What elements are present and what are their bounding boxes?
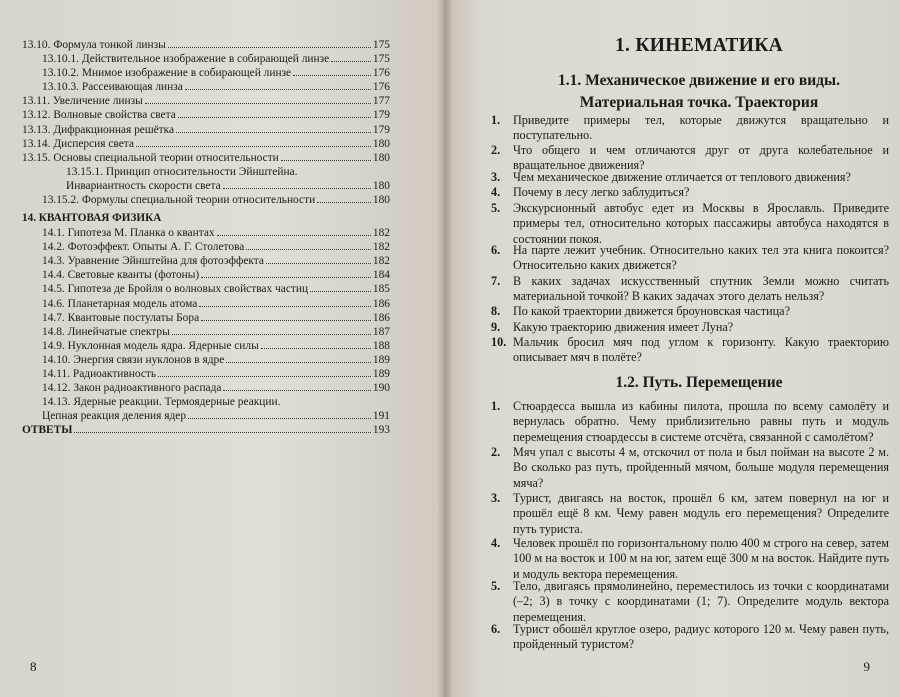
toc-entry[interactable]: 14.2. Фотоэффект. Опыты А. Г. Столетова 182 — [42, 241, 390, 254]
toc-entry-line1: 14.13. Ядерные реакции. Термоядерные реакции. — [42, 396, 281, 409]
toc-entry[interactable]: 14.4. Световые кванты (фотоны) 184 — [42, 269, 390, 282]
toc-entry[interactable]: 13.10.1. Действительное изображение в собирающей линзе 175 — [42, 53, 390, 66]
book-gutter — [437, 0, 453, 697]
question-item: 1. Приведите примеры тел, которые движутся вращательно и поступательно. — [491, 113, 889, 143]
question-item: 7. В каких задачах искусственный спутник Земли можно считать материальной точкой? В каких задачах этого делать нельзя? — [491, 274, 889, 304]
question-item: 9. Какую траекторию движения имеет Луна? — [491, 320, 734, 334]
section-title — [509, 70, 889, 114]
toc-entry[interactable]: 14.7. Квантовые постулаты Бора 186 — [42, 311, 390, 324]
table-of-contents — [22, 38, 390, 437]
toc-entry[interactable]: 13.15.2. Формулы специальной теории относительности 180 — [42, 193, 390, 206]
question-item: 8. По какой траектории движется броуновская частица? — [491, 304, 790, 318]
question-item: 5. Экскурсионный автобус едет из Москвы в Ярославль. Приведите примеры тел, относительно которых пассажиры автобуса находятся в состоянии покоя. — [491, 201, 889, 246]
right-page — [445, 0, 900, 697]
question-item: 4. Почему в лесу легко заблудиться? — [491, 185, 690, 199]
toc-entry[interactable]: 13.12. Волновые свойства света 179 — [22, 109, 390, 122]
toc-section-heading: 14. КВАНТОВАЯ ФИЗИКА — [22, 212, 162, 225]
section-title-line1: 1.1. Механическое движение и его виды. — [558, 72, 840, 89]
toc-entry[interactable]: 14.10. Энергия связи нуклонов в ядре 189 — [42, 353, 390, 366]
toc-entry[interactable]: Инвариантность скорости света 180 — [66, 179, 390, 192]
toc-entry[interactable]: 14.8. Линейчатые спектры 187 — [42, 325, 390, 338]
toc-entry[interactable]: 14.12. Закон радиоактивного распада 190 — [42, 382, 390, 395]
question-item: 2. Мяч упал с высоты 4 м, отскочил от пола и был пойман на высоте 2 м. Во сколько раз путь, пройденный мячом, больше модуля перемещения мяча? — [491, 445, 889, 490]
toc-entry[interactable]: 13.14. Дисперсия света 180 — [22, 137, 390, 150]
toc-entry[interactable]: 13.10.2. Мнимое изображение в собирающей линзе 176 — [42, 67, 390, 80]
chapter-title: 1. КИНЕМАТИКА — [614, 35, 784, 56]
toc-entry[interactable]: 14.9. Нуклонная модель ядра. Ядерные силы 188 — [42, 339, 390, 352]
toc-entry-line1: 13.15.1. Принцип относительности Эйнштейна. — [66, 165, 298, 178]
question-item: 5. Тело, двигаясь прямолинейно, переместилось из точки с координатами (–2; 3) в точку с координатами (1; 7). Определите модуль вектора перемещения. — [491, 579, 889, 624]
section-title-line2: Материальная точка. Траектория — [579, 94, 819, 111]
toc-entry-answers[interactable]: ОТВЕТЫ 193 — [22, 424, 390, 437]
question-item: 1. Стюардесса вышла из кабины пилота, прошла по всему самолёту и вернулась обратно. Чему приблизительно равны путь и модуль перемещения стюардессы в системе отсчёта, связанной с самолётом? — [491, 399, 889, 444]
question-item: 4. Человек прошёл по горизонтальному полю 400 м строго на север, затем 100 м на восток и 100 м на юг, затем ещё 300 м на восток. Найдите путь и модуль вектора перемещения. — [491, 536, 889, 581]
page-number: 8 — [30, 659, 37, 674]
page-number: 9 — [863, 659, 870, 674]
question-item: 6. Турист обошёл круглое озеро, радиус которого 120 м. Чему равен путь, пройденный туристом? — [491, 622, 889, 652]
toc-entry[interactable]: 13.13. Дифракционная решётка 179 — [22, 123, 390, 136]
left-page — [0, 0, 445, 697]
toc-entry[interactable]: 14.3. Уравнение Эйнштейна для фотоэффекта 182 — [42, 255, 390, 268]
toc-entry[interactable]: 14.11. Радиоактивность 189 — [42, 367, 390, 380]
question-item: 2. Что общего и чем отличаются друг от друга колебательное и вращательное движения? — [491, 143, 889, 173]
question-item: 3. Турист, двигаясь на восток, прошёл 6 км, затем повернул на юг и прошёл ещё 8 км. Чему равен модуль его перемещения? Определите путь туриста. — [491, 491, 889, 536]
toc-entry[interactable]: Цепная реакция деления ядер 191 — [42, 410, 390, 423]
question-item: 3. Чем механическое движение отличается от теплового движения? — [491, 170, 851, 184]
question-item: 10. Мальчик бросил мяч под углом к горизонту. Какую траекторию описывает мяч в полёте? — [491, 335, 889, 365]
question-item: 6. На парте лежит учебник. Относительно каких тел эта книга покоится? Относительно каких движется? — [491, 243, 889, 273]
section-title: 1.2. Путь. Перемещение — [615, 374, 783, 391]
toc-entry[interactable]: 14.6. Планетарная модель атома 186 — [42, 297, 390, 310]
toc-entry[interactable]: 13.11. Увеличение линзы 177 — [22, 95, 390, 108]
toc-entry[interactable]: 13.10.3. Рассеивающая линза 176 — [42, 81, 390, 94]
toc-entry[interactable]: 14.5. Гипотеза де Бройля о волновых свойствах частиц 185 — [42, 283, 390, 296]
toc-entry[interactable]: 13.10. Формула тонкой линзы 175 — [22, 39, 390, 51]
toc-entry[interactable]: 13.15. Основы специальной теории относительности 180 — [22, 151, 390, 164]
toc-entry[interactable]: 14.1. Гипотеза М. Планка о квантах 182 — [42, 227, 390, 240]
